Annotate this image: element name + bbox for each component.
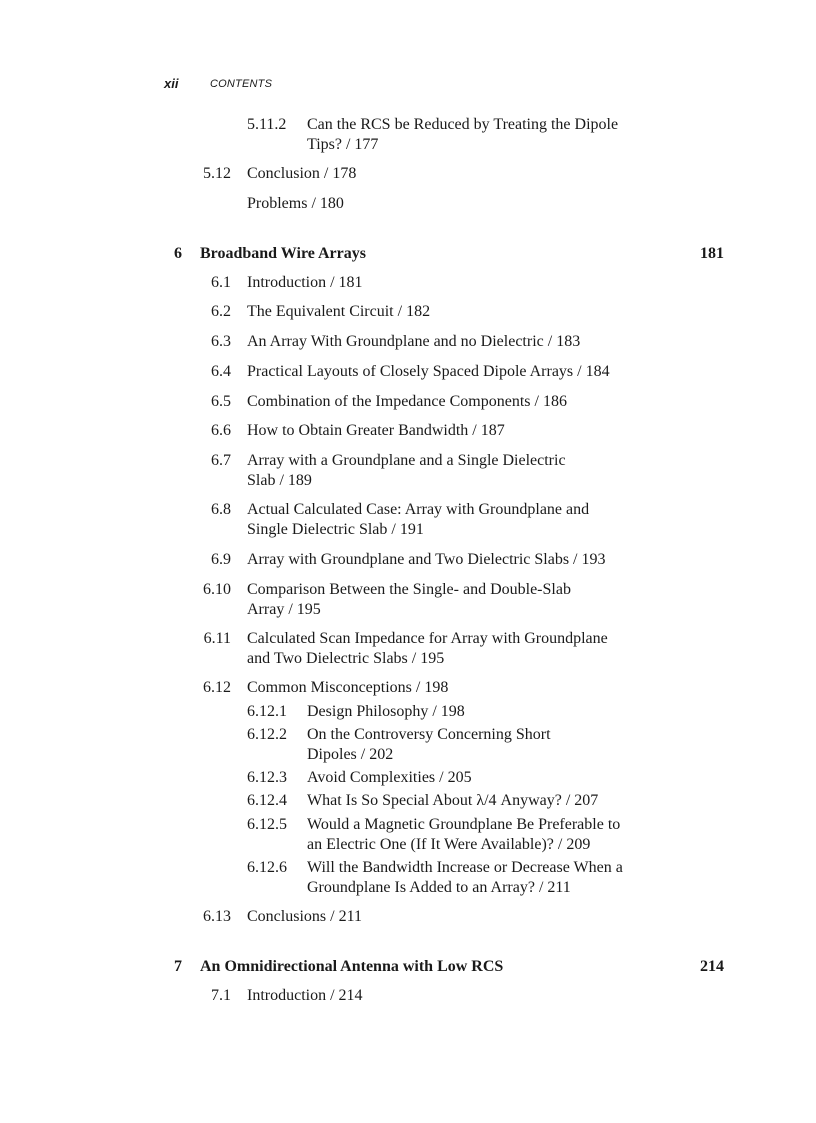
section-number: 6.7 bbox=[211, 452, 231, 469]
section-number: 6.6 bbox=[211, 422, 231, 439]
section-title-line2: an Electric One (If It Were Available)? / 209 bbox=[307, 836, 591, 853]
section-number: 5.11.2 bbox=[247, 116, 287, 133]
section-number: 6.12.6 bbox=[247, 859, 287, 876]
section-title: Avoid Complexities / 205 bbox=[307, 769, 472, 786]
section-title: Combination of the Impedance Components / 186 bbox=[247, 393, 567, 410]
chapter-title: An Omnidirectional Antenna with Low RCS bbox=[200, 958, 504, 975]
section-number: 6.10 bbox=[203, 581, 231, 598]
section-title-line2: Slab / 189 bbox=[247, 472, 312, 489]
section-number: 6.13 bbox=[203, 908, 231, 925]
section-title-line1: Will the Bandwidth Increase or Decrease When a bbox=[307, 859, 623, 876]
section-number: 6.4 bbox=[211, 363, 231, 380]
section-title: Conclusions / 211 bbox=[247, 908, 362, 925]
section-title: Design Philosophy / 198 bbox=[307, 703, 465, 720]
section-number: 6.3 bbox=[211, 333, 231, 350]
section-number: 6.8 bbox=[211, 501, 231, 518]
section-title-line1: Array with a Groundplane and a Single Dielectric bbox=[247, 452, 566, 469]
section-title: Conclusion / 178 bbox=[247, 165, 357, 182]
section-number: 6.12.1 bbox=[247, 703, 287, 720]
section-title-line2: Groundplane Is Added to an Array? / 211 bbox=[307, 879, 571, 896]
section-title: Introduction / 214 bbox=[247, 987, 363, 1004]
section-title: Introduction / 181 bbox=[247, 274, 363, 291]
section-number: 6.12 bbox=[203, 679, 231, 696]
section-title-line2: Single Dielectric Slab / 191 bbox=[247, 521, 424, 538]
section-title: Common Misconceptions / 198 bbox=[247, 679, 449, 696]
section-number: 6.12.5 bbox=[247, 816, 287, 833]
section-number: 6.11 bbox=[203, 630, 231, 647]
section-number: 6.12.2 bbox=[247, 726, 287, 743]
section-number: 6.1 bbox=[211, 274, 231, 291]
section-title-line2: Tips? / 177 bbox=[307, 136, 379, 153]
section-number: 6.12.4 bbox=[247, 792, 287, 809]
chapter-page: 181 bbox=[700, 245, 724, 262]
section-title-line1: Would a Magnetic Groundplane Be Preferable to bbox=[307, 816, 621, 833]
section-number: 6.5 bbox=[211, 393, 231, 410]
section-number: 6.2 bbox=[211, 303, 231, 320]
section-title-line1: Can the RCS be Reduced by Treating the Dipole bbox=[307, 116, 619, 133]
section-title-line1: Calculated Scan Impedance for Array with Groundplane bbox=[247, 630, 608, 647]
section-title: How to Obtain Greater Bandwidth / 187 bbox=[247, 422, 505, 439]
section-title-line2: and Two Dielectric Slabs / 195 bbox=[247, 650, 445, 667]
section-number: 6.12.3 bbox=[247, 769, 287, 786]
section-title: The Equivalent Circuit / 182 bbox=[247, 303, 431, 320]
section-title-line2: Dipoles / 202 bbox=[307, 746, 394, 763]
section-title: Problems / 180 bbox=[247, 195, 344, 212]
chapter-number: 6 bbox=[174, 245, 182, 262]
page-number: xii bbox=[164, 76, 179, 91]
section-number: 7.1 bbox=[211, 987, 231, 1004]
section-title-line2: Array / 195 bbox=[247, 601, 321, 618]
section-title-line1: Comparison Between the Single- and Double-Slab bbox=[247, 581, 571, 598]
running-title: CONTENTS bbox=[210, 78, 273, 90]
section-title: What Is So Special About λ/4 Anyway? / 207 bbox=[307, 792, 599, 809]
section-title-line1: On the Controversy Concerning Short bbox=[307, 726, 551, 743]
section-number: 5.12 bbox=[203, 165, 231, 182]
chapter-title: Broadband Wire Arrays bbox=[200, 245, 366, 262]
section-title: An Array With Groundplane and no Dielectric / 183 bbox=[247, 333, 581, 350]
section-title-line1: Actual Calculated Case: Array with Groundplane and bbox=[247, 501, 590, 518]
section-title: Practical Layouts of Closely Spaced Dipole Arrays / 184 bbox=[247, 363, 610, 380]
chapter-number: 7 bbox=[174, 958, 182, 975]
section-number: 6.9 bbox=[211, 551, 231, 568]
section-title: Array with Groundplane and Two Dielectric Slabs / 193 bbox=[247, 551, 606, 568]
chapter-page: 214 bbox=[700, 958, 724, 975]
